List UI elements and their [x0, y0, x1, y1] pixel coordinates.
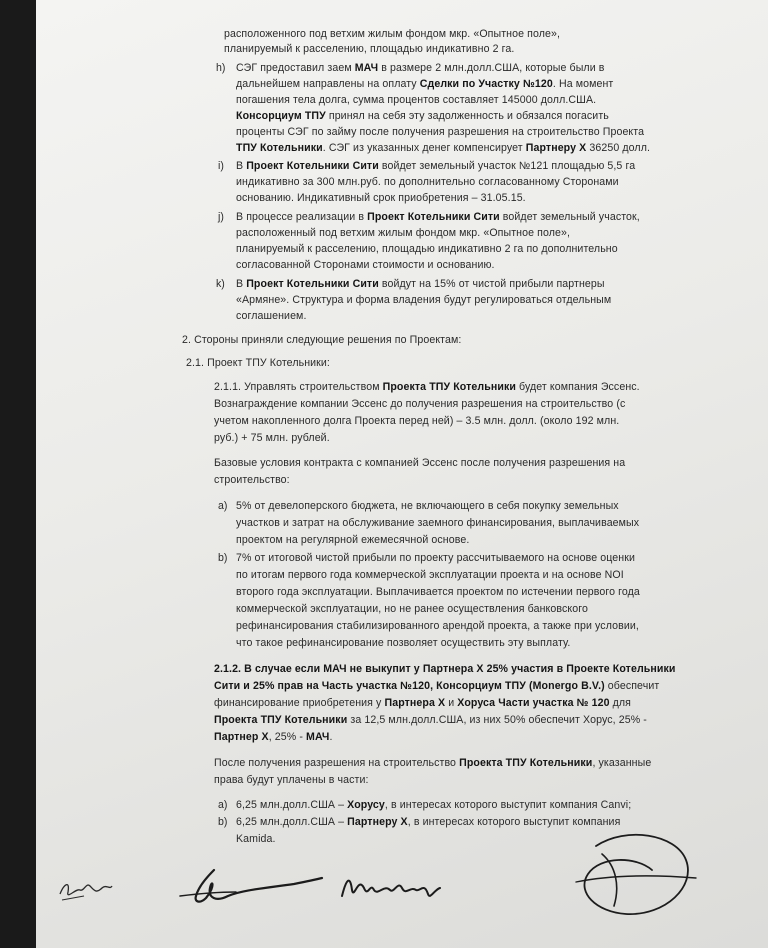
text-run: , в интересах которого выступит компания: [407, 816, 621, 828]
text-run: участков и затрат на обслуживание заемного финансирования, выплачиваемых: [236, 517, 640, 529]
text-run: 7% от итоговой чистой прибыли по проекту рассчитываемого на основе оценки: [236, 552, 635, 564]
text-run: расположенный под ветхим жилым фондом мкр. «Опытное поле»,: [236, 227, 571, 239]
list-marker: a): [218, 500, 228, 512]
text-run: строительство:: [214, 474, 290, 486]
signature-right: [556, 826, 706, 926]
text-line: планируемый к расселению, площадью индикативно 2 га.: [224, 43, 515, 55]
text-run: Kamida.: [236, 833, 276, 845]
text-line: [236, 586, 640, 599]
text-line: [236, 620, 639, 633]
text-run: 2.1.1. Управлять строительством: [214, 381, 383, 393]
text-run: . На момент: [552, 78, 614, 90]
subsection-heading: 2.1. Проект ТПУ Котельники:: [186, 357, 330, 369]
text-run: После получения разрешения на строительство: [214, 757, 460, 769]
text-run: будет компания Эссенс.: [515, 381, 640, 393]
document-page: [36, 0, 768, 948]
text-run: В: [236, 160, 247, 172]
bold-text: Партнер Х: [214, 731, 269, 743]
bold-text: Сделки по Участку №120: [419, 78, 553, 90]
text-line: [214, 697, 631, 710]
list-marker: a): [218, 799, 228, 811]
text-run: финансирование приобретения у: [214, 697, 385, 709]
section-heading: 2. Стороны приняли следующие решения по Проектам:: [182, 334, 462, 346]
bold-text: Проект Котельники Сити: [246, 160, 379, 172]
list-marker: b): [218, 816, 228, 828]
bold-text: Хорусу: [347, 799, 385, 811]
text-line: [236, 799, 631, 812]
text-run: погашения тела долга, сумма процентов составляет 145000 долл.США.: [236, 94, 597, 106]
bold-text: Партнера Х: [384, 697, 446, 709]
list-marker: h): [216, 62, 226, 74]
text-line: [214, 457, 625, 470]
text-run: руб.) + 75 млн. рублей.: [214, 432, 330, 444]
text-run: учетом накопленного долга Проекта перед ней) – 3.5 млн. долл. (около 192 млн.: [214, 415, 620, 427]
bold-text: Проект Котельники Сити: [367, 211, 500, 223]
text-line: [236, 500, 619, 513]
text-run: , указанные: [592, 757, 652, 769]
text-run: второго года эксплуатации. Выплачивается проектом по истечении первого года: [236, 586, 640, 598]
bold-text: Сити и 25% прав на Часть участка №120, Консорциум ТПУ (Monergo B.V.): [214, 680, 605, 692]
text-run: в размере 2 млн.долл.США, которые были в: [378, 62, 605, 74]
text-line: [214, 415, 619, 428]
bold-text: Проекта ТПУ Котельники: [382, 381, 516, 393]
text-line: [236, 294, 611, 307]
text-run: В: [236, 278, 247, 290]
text-run: согласованной Сторонами стоимости и основанию.: [236, 259, 495, 271]
list-marker: k): [216, 278, 225, 290]
signature-main: [176, 858, 326, 918]
text-line: [236, 534, 469, 547]
text-line: [214, 680, 659, 693]
list-marker: b): [218, 552, 228, 564]
bold-text: Партнеру Х: [347, 816, 408, 828]
text-run: за 12,5 млн.долл.США, из них 50% обеспечит Хорус, 25% -: [347, 714, 647, 726]
text-run: войдет земельный участок №121 площадью 5,5 га: [378, 160, 636, 172]
text-line: [214, 731, 332, 744]
text-run: СЭГ предоставил заем: [236, 62, 355, 74]
text-line: [214, 381, 640, 394]
text-run: по итогам первого года коммерческой эксплуатации проекта и на основе NOI: [236, 569, 624, 581]
text-run: проектом на регулярной ежемесячной основе.: [236, 534, 470, 546]
text-line: [236, 142, 650, 155]
text-run: 6,25 млн.долл.США –: [236, 816, 348, 828]
text-line: [236, 259, 495, 272]
text-line: [236, 637, 570, 650]
text-line: [236, 517, 639, 530]
text-run: планируемый к расселению, площадью индикативно 2 га по дополнительно: [236, 243, 618, 255]
list-marker: i): [218, 160, 224, 172]
text-line: [236, 176, 619, 189]
bold-text: Партнеру Х: [525, 142, 587, 154]
text-line: [214, 714, 647, 727]
text-line: [236, 243, 618, 256]
bold-text: МАЧ: [306, 731, 330, 743]
text-line: [236, 310, 307, 323]
text-line: [236, 78, 613, 91]
text-run: дальнейшем направлены на оплату: [236, 78, 420, 90]
text-line: [236, 160, 635, 173]
text-line: [236, 62, 605, 75]
text-run: и: [445, 697, 458, 709]
text-line: расположенного под ветхим жилым фондом мкр. «Опытное поле»,: [224, 28, 561, 40]
text-line: [214, 398, 625, 411]
text-run: 6,25 млн.долл.США –: [236, 799, 348, 811]
text-line: [214, 774, 369, 787]
text-line: [236, 569, 624, 582]
signature-small-left: [56, 870, 116, 910]
text-line: [236, 126, 644, 139]
text-line: [236, 192, 526, 205]
text-line: [214, 663, 676, 676]
text-run: «Армяне». Структура и форма владения будут регулироваться отдельным: [236, 294, 612, 306]
text-run: войдет земельный участок,: [499, 211, 640, 223]
text-run: для: [609, 697, 632, 709]
text-run: 5% от девелоперского бюджета, не включающего в себя покупку земельных: [236, 500, 619, 512]
text-line: [214, 757, 651, 770]
bold-text: Консорциум ТПУ: [236, 110, 326, 122]
text-run: что такое рефинансирование позволяет осуществить эту выплату.: [236, 637, 571, 649]
bold-text: Проекта ТПУ Котельники: [214, 714, 348, 726]
text-line: [236, 227, 570, 240]
text-run: основанию. Индикативный срок приобретения – 31.05.15.: [236, 192, 526, 204]
text-run: коммерческой эксплуатации, но не ранее осуществления банковского: [236, 603, 588, 615]
signature-middle: [336, 860, 446, 910]
bold-text: 2.1.2. В случае если МАЧ не выкупит у Партнера Х 25% участия в Проекте Котельники: [214, 663, 676, 675]
bold-text: Проекта ТПУ Котельники: [459, 757, 593, 769]
text-line: [214, 474, 290, 487]
text-line: [236, 603, 588, 616]
text-run: , в интересах которого выступит компания Canvi;: [384, 799, 632, 811]
text-run: войдут на 15% от чистой прибыли партнеры: [378, 278, 605, 290]
bold-text: МАЧ: [354, 62, 379, 74]
bold-text: ТПУ Котельники: [236, 142, 323, 154]
text-run: проценты СЭГ по займу после получения разрешения на строительство Проекта: [236, 126, 645, 138]
list-marker: j): [218, 211, 224, 223]
text-run: 36250 долл.: [586, 142, 651, 154]
text-line: [236, 110, 609, 123]
bold-text: Хоруса Части участка № 120: [457, 697, 610, 709]
text-line: [236, 833, 276, 846]
text-run: , 25% -: [268, 731, 307, 743]
bold-text: Проект Котельники Сити: [246, 278, 379, 290]
text-run: . СЭГ из указанных денег компенсирует: [322, 142, 526, 154]
text-run: Вознаграждение компании Эссенс до получения разрешения на строительство (с: [214, 398, 626, 410]
text-line: [236, 211, 640, 224]
text-run: права будут уплачены в части:: [214, 774, 369, 786]
text-run: обеспечит: [604, 680, 660, 692]
text-run: Базовые условия контракта с компанией Эссенс после получения разрешения на: [214, 457, 626, 469]
text-run: индикативно за 300 млн.руб. по дополнительно согласованному Сторонами: [236, 176, 619, 188]
text-run: .: [329, 731, 333, 743]
text-line: [236, 278, 605, 291]
text-run: соглашением.: [236, 310, 307, 322]
text-line: [236, 94, 596, 107]
text-run: принял на себя эту задолженность и обязался погасить: [325, 110, 609, 122]
text-line: [236, 552, 635, 565]
text-run: В процессе реализации в: [236, 211, 368, 223]
text-line: [214, 432, 330, 445]
text-run: рефинансирования стабилизированного арендой проекта, а также при условии,: [236, 620, 639, 632]
